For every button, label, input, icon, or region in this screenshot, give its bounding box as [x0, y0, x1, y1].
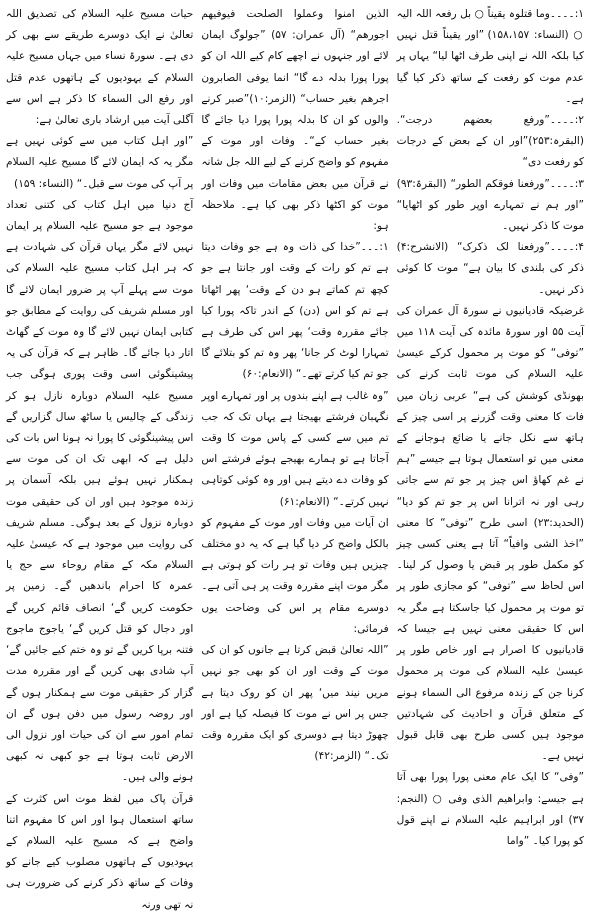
column-right: [396, 4, 584, 847]
column-left: [6, 4, 194, 911]
paragraph: ان آیات میں وفات اور موت کے مفہوم کو بالکل واضح کر دیا گیا ہے کہ یہ دو مختلف چیزیں ہیں وفات تو ہر رات کو ہوتی ہے مگر موت اپنے مقررہ وقت پر ہی آتی ہے۔ دوسرے مقام پر اس کی وضاحت یوں فرمائی:: [201, 516, 389, 635]
paragraph: ”اللہ تعالیٰ قبض کرتا ہے جانوں کو ان کی موت کے وقت اور ان کو بھی جو نہیں مریں نیند میں‘ پھر ان کو روک دیتا ہے جس پر اس نے موت کا فیصلہ کیا ہے اور چھوڑ دیتا ہے دوسری کو ایک مقررہ وقت تک۔“ (الزمر:۴۲): [201, 644, 389, 763]
paragraph: ۱:۔۔۔”خدا کی ذات وہ ہے جو وفات دیتا ہے تم کو رات کے وقت اور جانتا ہے جو کچھ تم کماتے ہو دن کے وقت‘ پھر اٹھاتا ہے تم کو اس (دن) کے اندر تاکہ پورا کیا جائے مقررہ وقت‘ پھر اس کی طرف ہے تمہارا لوٹ کر جانا‘ پھر وہ تم کو بتلائے گا جو تم کیا کرتے تھے۔“ (الانعام:۶۰): [201, 241, 389, 381]
paragraph: ”وہ غالب ہے اپنے بندوں پر اور تمہارے اوپر نگہبان فرشتے بھیجتا ہے یہاں تک کہ جب تم میں سے کسی کے پاس موت کا وقت آجاتا ہے تو ہمارے بھیجے ہوئے فرشتے اس کو وفات دے دیتے ہیں اور وہ کوئی کوتاہی نہیں کرتے۔“ (الانعام:۶۱): [201, 389, 389, 508]
paragraph: آج دنیا میں اہل کتاب کی کتنی تعداد موجود ہے جو مسیح علیہ السلام پر ایمان نہیں لائے مگر یہاں قرآن کی شہادت ہے کہ ہر اہل کتاب مسیح علیہ السلام کی موت سے پہلے آپ پر ضرور ایمان لائے گا اور مسلم شریف کی روایت کے مطابق جو کتابی ایمان نہیں لائے گا وہ موت کے گھاٹ اتار دیا جائے گا۔ ظاہر ہے کہ قرآن کی یہ پیشینگوئی اسی وقت پوری ہوگی جب مسیح علیہ السلام دوبارہ نازل ہو کر زندگی کے چالیس یا ساٹھ سال گزاریں گے اس پیشینگوئی کا پورا نہ ہونا اس بات کی دلیل ہے کہ ابھی تک ان کی موت سے ہمکنار نہیں ہوئے ہیں بلکہ آسمان پر زندہ موجود ہیں اور ان کی حقیقی موت دوبارہ نزول کے بعد ہوگی۔ مسلم شریف کی روایت میں موجود ہے کہ عیسیٰ علیہ السلام مکہ کے مقام روحاء سے حج یا عمرہ کا احرام باندھیں گے۔ زمین پر حکومت کریں گے‘ انصاف قائم کریں گے اور دجال کو قتل کریں گے‘ یاجوج ماجوج فتنہ برپا کریں گے تو وہ ختم کیے جائیں گے‘ آپ شادی بھی کریں گے اور مقررہ مدت گزار کر حقیقی موت سے ہمکنار ہوں گے اور روضہ رسول میں دفن ہوں گے ان تمام امور سے ان کی حیات اور نزول الی الارض ثابت ہوتا ہے جو کبھی نہ کبھی ہونے والی ہیں۔: [6, 198, 194, 784]
paragraph: قرآن پاک میں لفظ موت اس کثرت کے ساتھ استعمال ہوا اور اس کا مفہوم اتنا واضح ہے کہ مسیح علیہ السلام کے یہودیوں کے ہاتھوں مصلوب کیے جانے کو وفات کے ساتھ ذکر کرنے کی ضرورت ہی نہ تھی ورنہ: [6, 792, 194, 911]
paragraph: ”اور اہل کتاب میں سے کوئی نہیں ہے مگر یہ کہ ایمان لائے گا مسیح علیہ السلام پر آپ کی موت سے قبل۔“ (النساء: ۱۵۹): [6, 135, 194, 190]
paragraph: ۴:۔۔۔۔”ورفعنا لک ذکرک“ (الانشرح:۴) ذکر کی بلندی کا بیان ہے“ موت کا کوئی ذکر نہیں۔: [396, 241, 584, 296]
paragraph: الذین امنوا وعملوا الصلحت فیوفیھم اجورھم“ (آل عمران: ۵۷) ”جولوگ ایمان لائے اور جنہوں نے اچھے کام کیے اللہ ان کو پورا پورا بدلہ دے گا“ انما یوفی الصابرون اجرھم بغیر حساب“ (الزمر:۱۰)”صبر کرنے والوں کو ان کا بدلہ پورا پورا دیا جائے گا بغیر حساب کے“۔ وفات اور موت کے مفہوم کو واضح کرنے کے لیے اللہ جل شانہ نے قرآن میں بعض مقامات میں وفات اور موت کو اکٹھا ذکر بھی کیا ہے۔ ملاحظہ ہو:: [201, 8, 389, 233]
paragraph: ۲:۔۔۔۔”ورفع بعضهم درجت“. (البقرہ:۲۵۳)”اور ان کے بعض کے درجات کو رفعت دی“: [396, 114, 584, 169]
paragraph: حیات مسیح علیہ السلام کی تصدیق اللہ تعالیٰ نے ایک دوسرے طریقے سے بھی کر دی ہے۔ سورۃ نساء میں جہاں مسیح علیہ السلام کے یہودیوں کے ہاتھوں عدم قتل اور رفع الی السماء کا ذکر ہے اس سے آگلی آیت میں ارشاد باری تعالیٰ ہے:: [6, 8, 194, 127]
paragraph: ۳:۔۔۔۔”ورفعنا فوقکم الطور“ (البقرۃ:۹۳) ”اور ہم نے تمہارے اوپر طور کو اٹھایا“ موت کا ذکر نہیں۔: [396, 177, 584, 233]
column-middle: [201, 4, 388, 793]
paragraph: غرضیکہ قادیانیوں نے سورۃ آل عمران کی آیت ۵۵ اور سورۃ مائدہ کی آیت ۱۱۸ میں ”توفی“ کو موت پر محمول کرکے عیسیٰ علیہ السلام کی موت ثابت کرنے کی بھونڈی کوشش کی ہے“ عربی زبان میں فات کا معنی وقت گزرنے پر اسی چیز کے ہاتھ سے نکل جانے یا ضائع ہوجانے کے معنی میں تو استعمال ہوتا ہے جیسے ”ہم نے غم کھاؤ اس چیز پر جو تم سے جاتی رہی اور نہ اترانا اس پر جو تم کو دیا“ (الحدید:۲۳) اسی طرح ”توفی“ کا معنی ”اخذ الشی وافیاً“ آتا ہے یعنی کسی چیز کو مکمل طور پر قبض یا وصول کر لینا۔ اس لحاظ سے ”توفی“ کو مجازی طور پر تو موت پر محمول کیا جاسکتا ہے مگر یہ اس کا حقیقی معنی نہیں ہے جیسا کہ قادیانیوں کا اصرار ہے اور خاص طور پر عیسیٰ علیہ السلام کی موت پر محمول کرنا جن کے زندہ مرفوع الی السماء ہونے کے متعلق قرآن و احادیث کی شہادتیں موجود ہیں کسی طرح بھی قابل قبول نہیں ہے۔: [396, 304, 584, 763]
paragraph: ۱:۔۔۔۔وما قتلوہ یقیناً ○ بل رفعہ اللہ الیہ ○ (النساء: ۱۵۸،۱۵۷) ”اور یقیناً قتل نہیں کیا بلکہ اللہ نے اپنی طرف اٹھا لیا“ یہاں پر عدم موت کو رفعت کے ساتھ ذکر کیا گیا ہے۔: [396, 8, 584, 105]
paragraph: ”وفی“ کا ایک عام معنی پورا پورا بھی آتا ہے جیسے: وابراھیم الذی وفی ○ (النجم: ۳۷) اور ابراہیم علیہ السلام نے اپنے قول کو پورا کیا۔ ”واما: [396, 771, 584, 847]
